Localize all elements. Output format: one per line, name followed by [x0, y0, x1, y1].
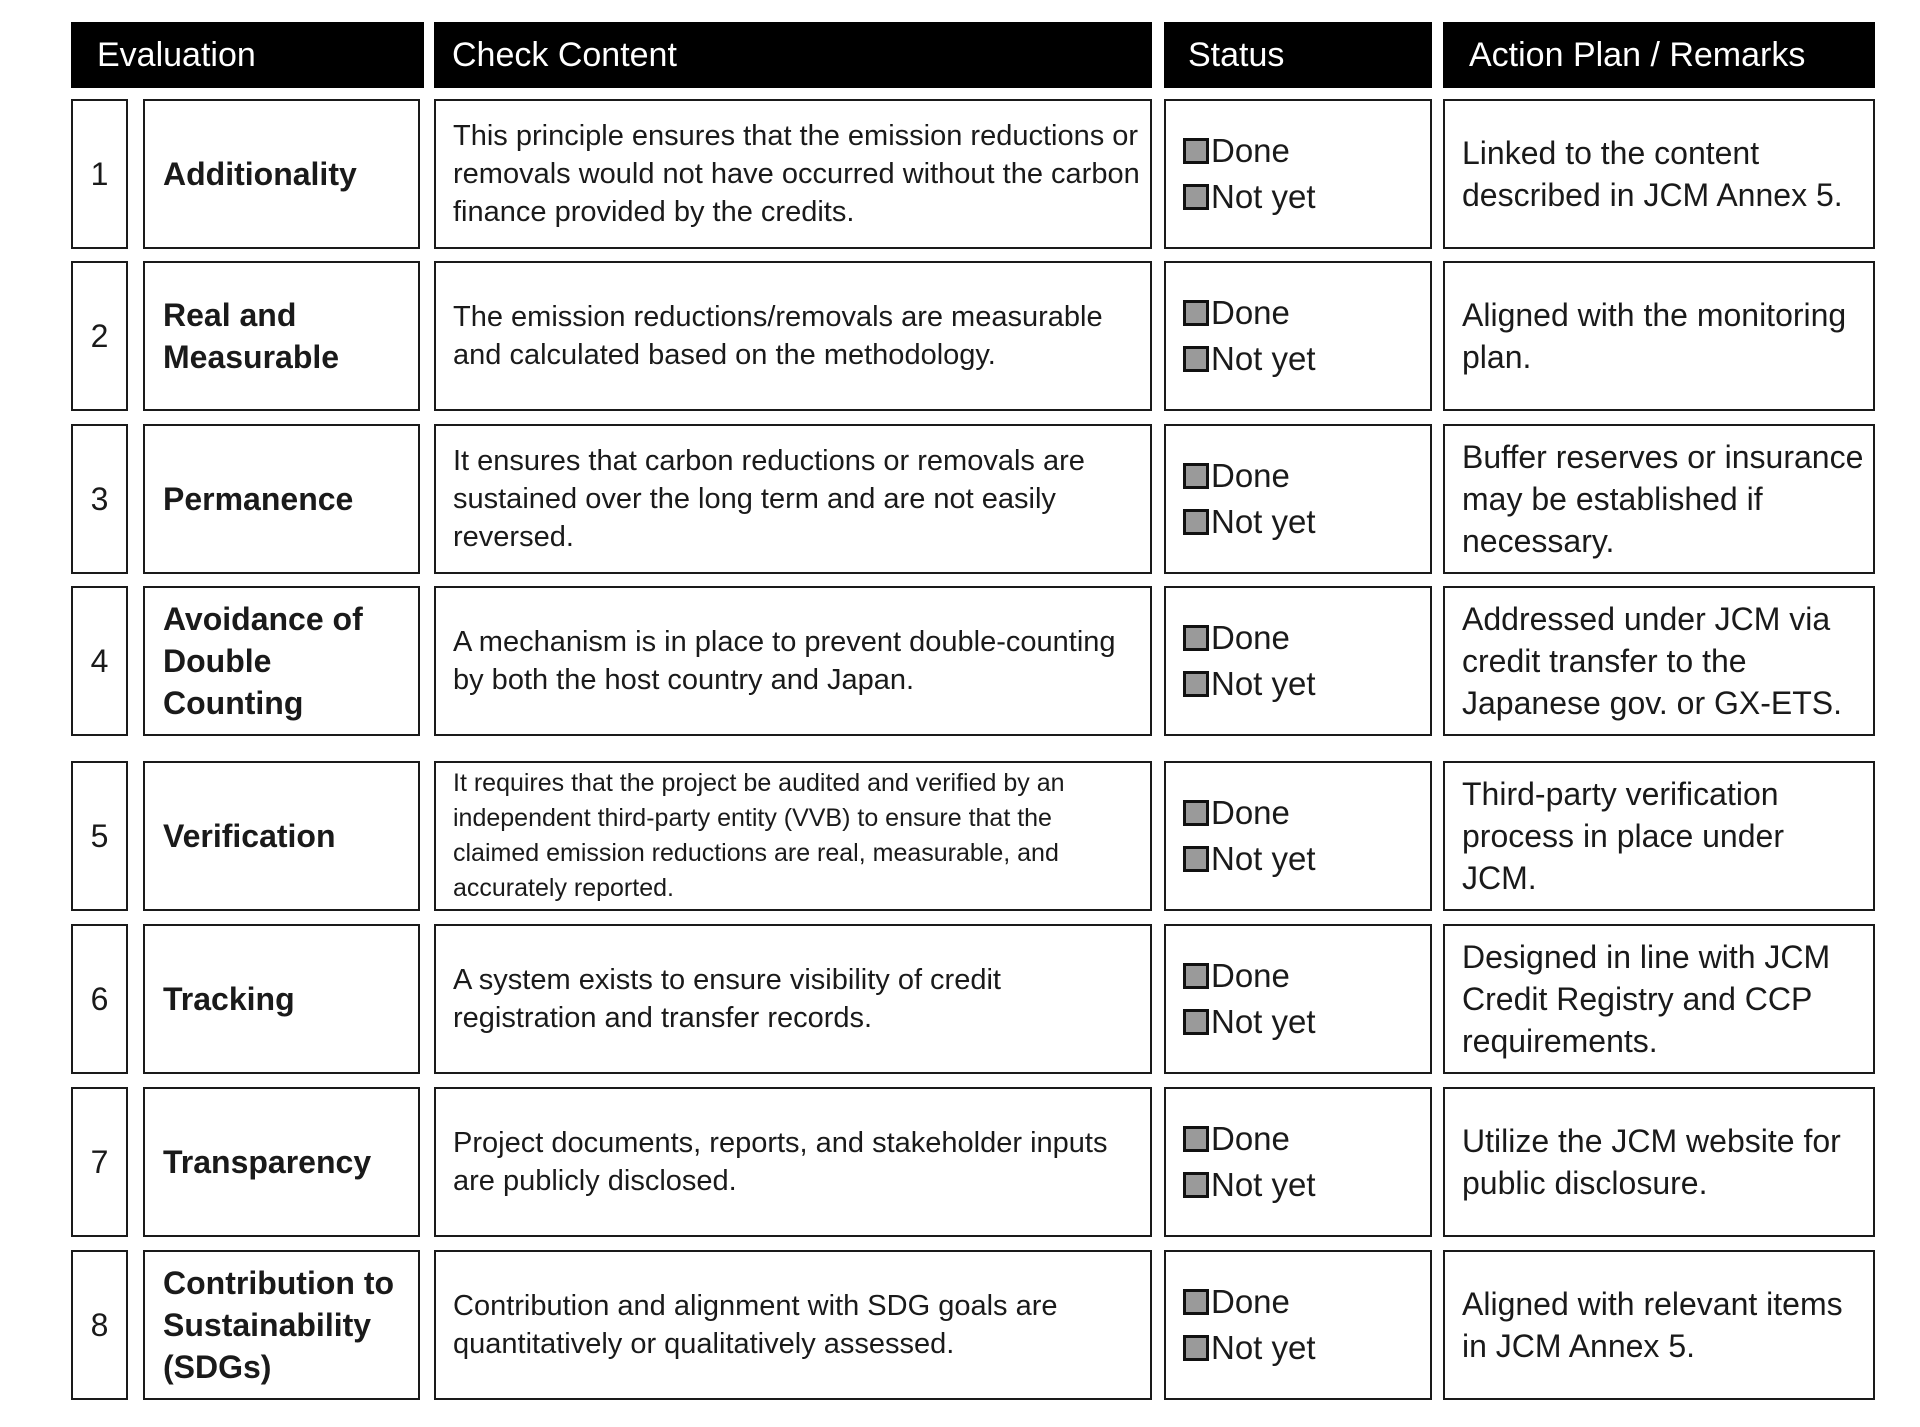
criterion-name: Real and Measurable: [143, 261, 420, 411]
header-evaluation: Evaluation: [71, 22, 424, 88]
done-label: Done: [1211, 794, 1290, 831]
not-yet-label: Not yet: [1211, 840, 1316, 877]
done-label: Done: [1211, 1283, 1290, 1320]
checkbox-icon[interactable]: [1183, 463, 1209, 489]
not-yet-option[interactable]: [1183, 1166, 1316, 1204]
checkbox-icon[interactable]: [1183, 138, 1209, 164]
done-option[interactable]: [1183, 619, 1316, 657]
not-yet-label: Not yet: [1211, 503, 1316, 540]
row-number: 7: [71, 1087, 128, 1237]
status-cell: [1164, 586, 1432, 736]
status-cell: [1164, 261, 1432, 411]
check-content: Project documents, reports, and stakeholder inputs are publicly disclosed.: [434, 1087, 1152, 1237]
status-cell: [1164, 99, 1432, 249]
action-plan: Linked to the content described in JCM Annex 5.: [1443, 99, 1875, 249]
action-plan: Aligned with relevant items in JCM Annex 5.: [1443, 1250, 1875, 1400]
checkbox-icon[interactable]: [1183, 1335, 1209, 1361]
checkbox-icon[interactable]: [1183, 1172, 1209, 1198]
not-yet-label: Not yet: [1211, 178, 1316, 215]
done-label: Done: [1211, 1120, 1290, 1157]
row-number: 4: [71, 586, 128, 736]
criterion-name: Permanence: [143, 424, 420, 574]
action-plan: Buffer reserves or insurance may be established if necessary.: [1443, 424, 1875, 574]
check-content: Contribution and alignment with SDG goals are quantitatively or qualitatively assessed.: [434, 1250, 1152, 1400]
criterion-name: Transparency: [143, 1087, 420, 1237]
checkbox-icon[interactable]: [1183, 1289, 1209, 1315]
check-content: It requires that the project be audited and verified by an independent third-party entity (VVB) to ensure that the claimed emission reductions are real, measurable, and accurately reported.: [434, 761, 1152, 911]
not-yet-option[interactable]: [1183, 1003, 1316, 1041]
checkbox-icon[interactable]: [1183, 184, 1209, 210]
row-number: 2: [71, 261, 128, 411]
action-plan: Addressed under JCM via credit transfer to the Japanese gov. or GX-ETS.: [1443, 586, 1875, 736]
status-cell: [1164, 761, 1432, 911]
checkbox-icon[interactable]: [1183, 671, 1209, 697]
checkbox-icon[interactable]: [1183, 846, 1209, 872]
not-yet-label: Not yet: [1211, 1166, 1316, 1203]
done-option[interactable]: [1183, 1120, 1316, 1158]
action-plan: Designed in line with JCM Credit Registry and CCP requirements.: [1443, 924, 1875, 1074]
done-label: Done: [1211, 294, 1290, 331]
done-label: Done: [1211, 957, 1290, 994]
header-status: Status: [1164, 22, 1432, 88]
not-yet-option[interactable]: [1183, 665, 1316, 703]
header-check-content: Check Content: [434, 22, 1152, 88]
action-plan: Third-party verification process in place under JCM.: [1443, 761, 1875, 911]
criterion-name: Contribution to Sustainability (SDGs): [143, 1250, 420, 1400]
check-content: It ensures that carbon reductions or removals are sustained over the long term and are not easily reversed.: [434, 424, 1152, 574]
status-cell: [1164, 1250, 1432, 1400]
check-content: This principle ensures that the emission reductions or removals would not have occurred without the carbon finance provided by the credits.: [434, 99, 1152, 249]
row-number: 8: [71, 1250, 128, 1400]
done-option[interactable]: [1183, 294, 1316, 332]
checkbox-icon[interactable]: [1183, 1126, 1209, 1152]
status-cell: [1164, 424, 1432, 574]
done-label: Done: [1211, 457, 1290, 494]
action-plan: Utilize the JCM website for public disclosure.: [1443, 1087, 1875, 1237]
row-number: 5: [71, 761, 128, 911]
not-yet-label: Not yet: [1211, 340, 1316, 377]
check-content: The emission reductions/removals are measurable and calculated based on the methodology.: [434, 261, 1152, 411]
status-cell: [1164, 1087, 1432, 1237]
done-option[interactable]: [1183, 957, 1316, 995]
row-number: 1: [71, 99, 128, 249]
checkbox-icon[interactable]: [1183, 300, 1209, 326]
checkbox-icon[interactable]: [1183, 625, 1209, 651]
done-label: Done: [1211, 619, 1290, 656]
done-option[interactable]: [1183, 794, 1316, 832]
checkbox-icon[interactable]: [1183, 1009, 1209, 1035]
checkbox-icon[interactable]: [1183, 346, 1209, 372]
row-number: 3: [71, 424, 128, 574]
not-yet-label: Not yet: [1211, 1003, 1316, 1040]
action-plan: Aligned with the monitoring plan.: [1443, 261, 1875, 411]
check-content: A mechanism is in place to prevent double-counting by both the host country and Japan.: [434, 586, 1152, 736]
criterion-name: Tracking: [143, 924, 420, 1074]
not-yet-option[interactable]: [1183, 503, 1316, 541]
status-cell: [1164, 924, 1432, 1074]
criterion-name: Avoidance of Double Counting: [143, 586, 420, 736]
checkbox-icon[interactable]: [1183, 963, 1209, 989]
check-content: A system exists to ensure visibility of credit registration and transfer records.: [434, 924, 1152, 1074]
criterion-name: Verification: [143, 761, 420, 911]
done-option[interactable]: [1183, 1283, 1316, 1321]
checkbox-icon[interactable]: [1183, 509, 1209, 535]
not-yet-label: Not yet: [1211, 665, 1316, 702]
header-action-plan: Action Plan / Remarks: [1443, 22, 1875, 88]
row-number: 6: [71, 924, 128, 1074]
checkbox-icon[interactable]: [1183, 800, 1209, 826]
done-label: Done: [1211, 132, 1290, 169]
not-yet-option[interactable]: [1183, 178, 1316, 216]
not-yet-option[interactable]: [1183, 840, 1316, 878]
done-option[interactable]: [1183, 457, 1316, 495]
not-yet-option[interactable]: [1183, 340, 1316, 378]
not-yet-label: Not yet: [1211, 1329, 1316, 1366]
done-option[interactable]: [1183, 132, 1316, 170]
not-yet-option[interactable]: [1183, 1329, 1316, 1367]
criterion-name: Additionality: [143, 99, 420, 249]
